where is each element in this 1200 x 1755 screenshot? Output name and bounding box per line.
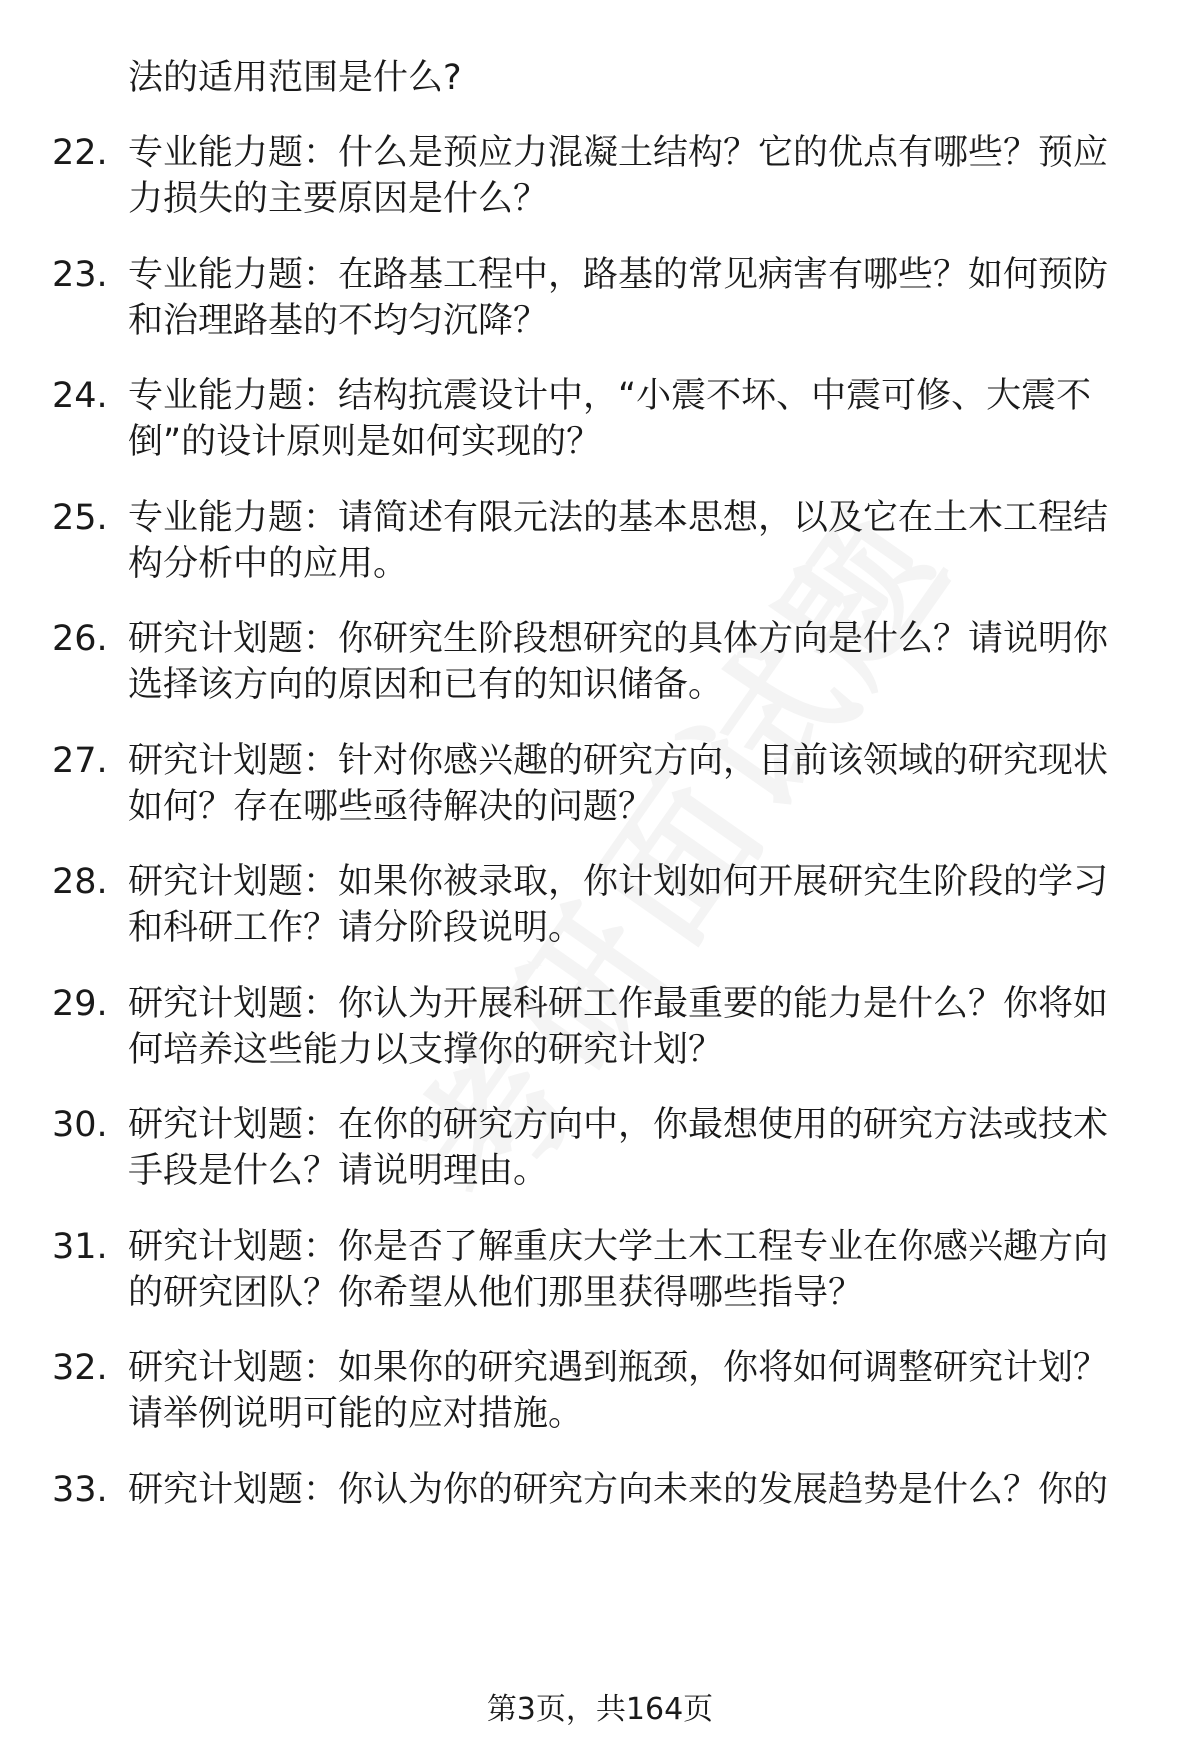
question-number: 24. [52, 376, 108, 416]
question-number: 33. [52, 1470, 108, 1510]
question-text-line2: 何培养这些能力以支撑你的研究计划？ [128, 1030, 724, 1070]
question-text-line1: 研究计划题：如果你被录取，你计划如何开展研究生阶段的学习 [128, 862, 1109, 902]
question-text-line1: 研究计划题：在你的研究方向中，你最想使用的研究方法或技术 [128, 1105, 1109, 1145]
question-text-line1: 研究计划题：针对你感兴趣的研究方向，目前该领域的研究现状 [128, 741, 1109, 781]
question-text-line2: 和科研工作？请分阶段说明。 [128, 908, 584, 948]
question-text-line2: 构分析中的应用。 [128, 544, 409, 584]
question-text-line1: 专业能力题：在路基工程中，路基的常见病害有哪些？如何预防 [128, 255, 1109, 295]
question-text-line2: 和治理路基的不均匀沉降？ [128, 301, 549, 341]
question-text-line1: 专业能力题：结构抗震设计中，“小震不坏、中震可修、大震不 [128, 376, 1092, 416]
question-number: 28. [52, 862, 108, 902]
question-text-line2: 请举例说明可能的应对措施。 [128, 1394, 584, 1434]
question-number: 25. [52, 498, 108, 538]
question-text-line1: 研究计划题：你认为开展科研工作最重要的能力是什么？你将如 [128, 984, 1109, 1024]
question-number: 23. [52, 255, 108, 295]
question-number: 26. [52, 619, 108, 659]
question-text-line1: 专业能力题：请简述有限元法的基本思想，以及它在土木工程结 [128, 498, 1109, 538]
question-text-line1: 研究计划题：你研究生阶段想研究的具体方向是什么？请说明你 [128, 619, 1109, 659]
question-text-line1: 研究计划题：你是否了解重庆大学土木工程专业在你感兴趣方向 [128, 1227, 1109, 1267]
question-number: 29. [52, 984, 108, 1024]
question-number: 32. [52, 1348, 108, 1388]
question-number: 31. [52, 1227, 108, 1267]
question-text-line2: 手段是什么？请说明理由。 [128, 1151, 549, 1191]
question-number: 30. [52, 1105, 108, 1145]
question-text-line2: 的研究团队？你希望从他们那里获得哪些指导？ [128, 1273, 864, 1313]
page-footer: 第3页，共164页 [486, 1692, 714, 1727]
question-number: 27. [52, 741, 108, 781]
question-text-line1: 研究计划题：如果你的研究遇到瓶颈，你将如何调整研究计划？ [128, 1348, 1109, 1388]
continuation-text: 法的适用范围是什么? [128, 58, 462, 98]
question-number: 22. [52, 133, 108, 173]
question-text-line1: 研究计划题：你认为你的研究方向未来的发展趋势是什么？你的 [128, 1470, 1109, 1510]
question-text-line2: 倒”的设计原则是如何实现的？ [128, 422, 602, 462]
question-text-line2: 如何？存在哪些亟待解决的问题？ [128, 787, 654, 827]
question-text-line1: 专业能力题：什么是预应力混凝土结构？它的优点有哪些？预应 [128, 133, 1109, 173]
question-text-line2: 选择该方向的原因和已有的知识储备。 [128, 665, 724, 705]
question-text-line2: 力损失的主要原因是什么？ [128, 179, 549, 219]
